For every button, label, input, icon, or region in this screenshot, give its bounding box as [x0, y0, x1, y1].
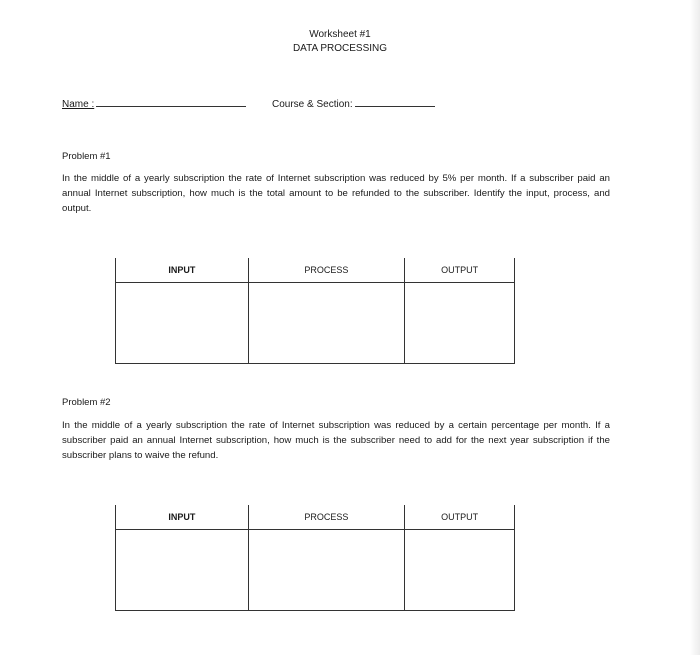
page-edge-shadow	[690, 0, 700, 655]
process-header: PROCESS	[248, 258, 405, 283]
output-header: OUTPUT	[405, 258, 515, 283]
output-cell[interactable]	[405, 530, 515, 611]
input-cell[interactable]	[116, 530, 249, 611]
process-header: PROCESS	[248, 505, 405, 530]
problem-2-text: In the middle of a yearly subscription the rate of Internet subscription was reduced by a certain percentage per month. If a subscriber paid an annual Internet subscription, how much is the subscriber need to add for the next year subscription if the subscriber plans to waive the refund.	[62, 420, 610, 461]
output-header: OUTPUT	[405, 505, 515, 530]
input-cell[interactable]	[116, 283, 249, 364]
process-cell[interactable]	[248, 283, 405, 364]
worksheet-title: Worksheet #1	[309, 29, 371, 40]
problem-1-title: Problem #1	[62, 151, 111, 162]
problem-1-ipo-table	[115, 258, 515, 364]
course-section-label: Course & Section:	[272, 99, 353, 110]
problem-2-ipo-table	[115, 505, 515, 611]
process-cell[interactable]	[248, 530, 405, 611]
table-row	[116, 530, 515, 611]
name-label: Name :	[62, 99, 95, 110]
table-header-row	[116, 505, 515, 530]
table-row	[116, 283, 515, 364]
name-field[interactable]	[62, 95, 246, 112]
input-header: INPUT	[116, 258, 249, 283]
course-section-blank-line[interactable]	[355, 95, 435, 107]
name-blank-line[interactable]	[96, 95, 246, 107]
problem-2-title: Problem #2	[62, 397, 111, 408]
input-header: INPUT	[116, 505, 249, 530]
problem-1-text: In the middle of a yearly subscription the rate of Internet subscription was reduced by 5% per month. If a subscriber paid an annual Internet subscription, how much is the total amount to be refunded to the subscriber. Identify the input, process, and output.	[62, 173, 610, 214]
course-section-field[interactable]	[272, 95, 435, 112]
output-cell[interactable]	[405, 283, 515, 364]
worksheet-subtitle: DATA PROCESSING	[292, 43, 388, 54]
table-header-row	[116, 258, 515, 283]
